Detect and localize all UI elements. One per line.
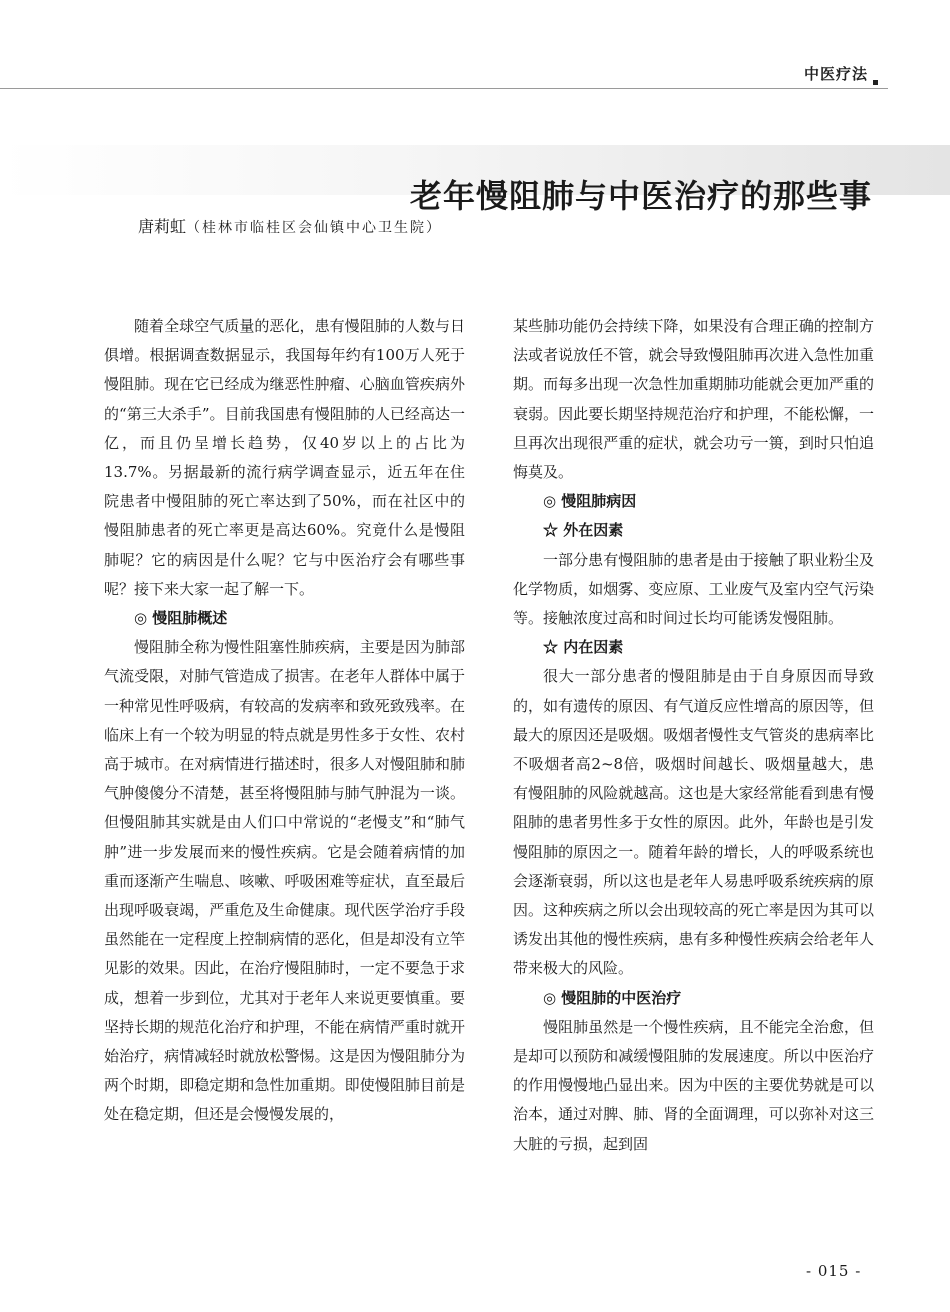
page-number: - 015 - <box>806 1262 862 1280</box>
section-square-icon <box>873 80 878 85</box>
tcm-paragraph: 慢阻肺虽然是一个慢性疾病，且不能完全治愈，但是却可以预防和减缓慢阻肺的发展速度。所以中医治疗的作用慢慢地凸显出来。因为中医的主要优势就是可以治本，通过对脾、肺、肾的全面调理，可以弥补对这三大脏的亏损，起到固 <box>513 1017 874 1153</box>
author-name: 唐莉虹 <box>138 217 187 236</box>
external-paragraph: 一部分患有慢阻肺的患者是由于接触了职业粉尘及化学物质，如烟雾、变应原、工业废气及室内空气污染等。接触浓度过高和时间过长均可能诱发慢阻肺。 <box>513 550 874 628</box>
section-label: 中医疗法 <box>803 65 868 83</box>
continued-paragraph: 某些肺功能仍会持续下降，如果没有合理正确的控制方法或者说放任不管，就会导致慢阻肺再次进入急性加重期。而每多出现一次急性加重期肺功能就会更加严重的衰弱。因此要长期坚持规范治疗和护理，不能松懈，一旦再次出现很严重的症状，就会功亏一篑，到时只怕追悔莫及。 <box>513 317 874 482</box>
subheading-external: ☆ 外在因素 <box>543 521 624 540</box>
subheading-internal: ☆ 内在因素 <box>543 638 624 657</box>
article-title: 老年慢阻肺与中医治疗的那些事 <box>409 177 872 216</box>
author-affiliation: （桂林市临桂区会仙镇中心卫生院） <box>186 220 443 236</box>
heading-overview: ◎ 慢阻肺概述 <box>134 609 228 628</box>
internal-paragraph: 很大一部分患者的慢阻肺是由于自身原因而导致的，如有遗传的原因、有气道反应性增高的原因等，但最大的原因还是吸烟。吸烟者慢性支气管炎的患病率比不吸烟者高2~8倍，吸烟时间越长、吸烟量越大，患有慢阻肺的风险就越高。这也是大家经常能看到患有慢阻肺的患者男性多于女性的原因。此外，年龄也是引发慢阻肺的原因之一。随着年龄的增长，人的呼吸系统也会逐渐衰弱，所以这也是老年人易患呼吸系统疾病的原因。这种疾病之所以会出现较高的死亡率是因为其可以诱发出其他的慢性疾病，患有多种慢性疾病会给老年人带来极大的风险。 <box>513 667 874 978</box>
intro-paragraph: 随着全球空气质量的恶化，患有慢阻肺的人数与日俱增。根据调查数据显示，我国每年约有100万人死于慢阻肺。现在它已经成为继恶性肿瘤、心脑血管疾病外的“第三大杀手”。目前我国患有慢阻肺的人已经高达一亿，而且仍呈增长趋势，仅40岁以上的占比为13.7%。另据最新的流行病学调查显示，近五年在住院患者中慢阻肺的死亡率达到了50%，而在社区中的慢阻肺患者的死亡率更是高达60%。究竟什么是慢阻肺呢？它的病因是什么呢？它与中医治疗会有哪些事呢？接下来大家一起了解一下。 <box>104 317 465 598</box>
header-rule <box>0 88 888 89</box>
overview-paragraph: 慢阻肺全称为慢性阻塞性肺疾病，主要是因为肺部气流受限，对肺气管造成了损害。在老年人群体中属于一种常见性呼吸病，有较高的发病率和致死致残率。在临床上有一个较为明显的特点就是男性多于女性、农村高于城市。在对病情进行描述时，很多人对慢阻肺和肺气肿傻傻分不清楚，甚至将慢阻肺与肺气肿混为一谈。但慢阻肺其实就是由人们口中常说的“老慢支”和“肺气肿”进一步发展而来的慢性疾病。它是会随着病情的加重而逐渐产生喘息、咳嗽、呼吸困难等症状，直至最后出现呼吸衰竭，严重危及生命健康。现代医学治疗手段虽然能在一定程度上控制病情的恶化，但是却没有立竿见影的效果。因此，在治疗慢阻肺时，一定不要急于求成，想着一步到位，尤其对于老年人来说更要慎重。要坚持长期的规范化治疗和护理，不能在病情严重时就开始治疗，病情减轻时就放松警惕。这是因为慢阻肺分为两个时期，即稳定期和急性加重期。即使慢阻肺目前是处在稳定期，但还是会慢慢发展的， <box>104 638 465 1124</box>
right-column <box>513 312 874 1159</box>
heading-causes: ◎ 慢阻肺病因 <box>543 492 637 511</box>
author-line <box>138 214 442 237</box>
heading-tcm: ◎ 慢阻肺的中医治疗 <box>543 988 682 1007</box>
left-column <box>104 312 465 1130</box>
